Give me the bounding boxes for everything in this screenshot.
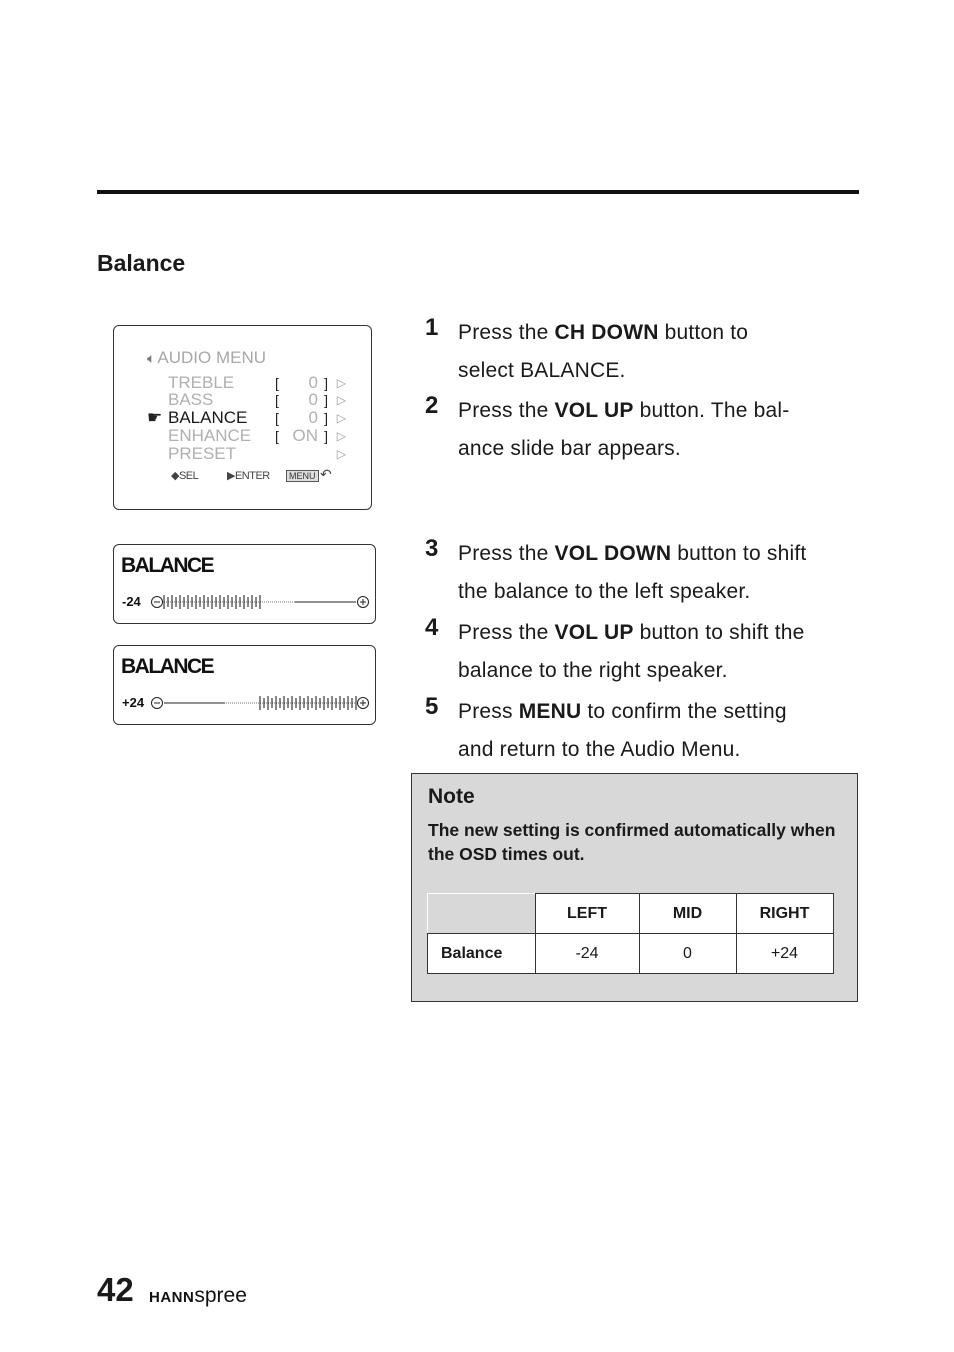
- balance-bar-title: BALANCE: [121, 554, 214, 577]
- bracket-right-icon: ]: [324, 375, 328, 391]
- table-header-right: RIGHT: [736, 894, 833, 934]
- brand-logo: [149, 1284, 247, 1308]
- step-key: VOL UP: [554, 621, 634, 644]
- note-body: The new setting is confirmed automatically when the OSD times out.: [428, 820, 836, 864]
- triangle-right-icon: ▷: [336, 411, 346, 425]
- balance-bar-title: BALANCE: [121, 655, 214, 678]
- top-rule: [97, 190, 859, 194]
- return-arrow-icon: ↶: [320, 466, 332, 482]
- osd-row-balance: [168, 409, 358, 427]
- step-text: Press the VOL DOWN button to shift the balance to the left speaker.: [458, 542, 807, 603]
- brand-light: spree: [194, 1284, 247, 1307]
- plus-circle-icon: [358, 698, 369, 709]
- note-heading: Note: [428, 785, 475, 808]
- table-header-mid: MID: [639, 894, 736, 934]
- bracket-right-icon: ]: [324, 428, 328, 444]
- table-corner-cell: [428, 894, 536, 934]
- step-number: 5: [425, 693, 439, 720]
- balance-slider: [150, 694, 372, 712]
- balance-slider: [150, 593, 372, 611]
- table-cell-mid: 0: [639, 934, 736, 974]
- bracket-left-icon: [: [275, 428, 279, 444]
- page-number: 42: [97, 1271, 134, 1308]
- osd-row-label: PRESET: [168, 444, 237, 463]
- triangle-right-icon: ▷: [336, 429, 346, 443]
- osd-footer-menu: MENU: [286, 470, 319, 482]
- bracket-left-icon: [: [275, 410, 279, 426]
- osd-footer-enter-text: ENTER: [234, 470, 270, 482]
- osd-row-enhance: [168, 427, 358, 445]
- hand-pointer-icon: ☛: [147, 408, 163, 427]
- step-text: Press the VOL UP button. The bal- ance slide bar appears.: [458, 399, 790, 460]
- osd-title-text: AUDIO MENU: [157, 348, 267, 367]
- minus-circle-icon: [152, 698, 163, 709]
- table-cell-left: -24: [535, 934, 639, 974]
- balance-bar-left: [113, 544, 376, 624]
- table-header-row: [428, 894, 834, 934]
- bracket-right-icon: ]: [324, 392, 328, 408]
- play-icon: ▶: [227, 470, 235, 482]
- section-heading: Balance: [97, 250, 186, 276]
- note-box: [411, 773, 858, 1002]
- osd-row-label: ENHANCE: [168, 426, 252, 445]
- step-text: Press MENU to confirm the setting and return to the Audio Menu.: [458, 700, 787, 761]
- step-key: CH DOWN: [554, 321, 659, 344]
- up-down-icon: ◆: [171, 470, 179, 482]
- bracket-right-icon: ]: [324, 410, 328, 426]
- step-number: 2: [425, 392, 439, 419]
- osd-row-label: BALANCE: [168, 408, 248, 427]
- table-row: [428, 934, 834, 974]
- balance-bar-value: +24: [122, 695, 145, 710]
- balance-bar-right: [113, 645, 376, 725]
- osd-row-label: TREBLE: [168, 373, 235, 392]
- osd-row-label: BASS: [168, 390, 214, 409]
- minus-circle-icon: [152, 597, 163, 608]
- step-text: Press the CH DOWN button to select BALANCE.: [458, 321, 749, 382]
- triangle-right-icon: ▷: [336, 376, 346, 390]
- step-number: 3: [425, 535, 439, 562]
- osd-row-value: 0: [308, 408, 318, 427]
- triangle-right-icon: ▷: [336, 393, 346, 407]
- osd-footer-sel-text: SEL: [178, 470, 199, 482]
- step-key: MENU: [518, 700, 582, 723]
- step-text: Press the VOL UP button to shift the balance to the right speaker.: [458, 621, 805, 682]
- balance-bar-value: -24: [122, 594, 141, 609]
- plus-circle-icon: [358, 597, 369, 608]
- osd-row-preset: [168, 445, 358, 463]
- balance-values-table: [427, 893, 834, 974]
- osd-footer-sel: [171, 469, 198, 482]
- bracket-left-icon: [: [275, 375, 279, 391]
- table-row-label: Balance: [428, 934, 536, 974]
- step-number: 1: [425, 314, 439, 341]
- speaker-icon: 🔈︎: [147, 350, 156, 366]
- osd-row-bass: [168, 391, 358, 409]
- triangle-right-icon: ▷: [336, 447, 346, 461]
- bracket-left-icon: [: [275, 392, 279, 408]
- step-key: VOL DOWN: [554, 542, 672, 565]
- table-header-left: LEFT: [535, 894, 639, 934]
- osd-title: [147, 348, 266, 368]
- osd-row-value: 0: [308, 390, 318, 409]
- brand-bold: HANN: [149, 1289, 195, 1306]
- osd-row-value: ON: [292, 426, 318, 445]
- step-key: VOL UP: [554, 399, 634, 422]
- osd-footer-enter: [227, 469, 270, 482]
- osd-row-value: 0: [308, 373, 318, 392]
- step-number: 4: [425, 614, 439, 641]
- audio-menu-osd: [113, 325, 372, 510]
- table-cell-right: +24: [736, 934, 833, 974]
